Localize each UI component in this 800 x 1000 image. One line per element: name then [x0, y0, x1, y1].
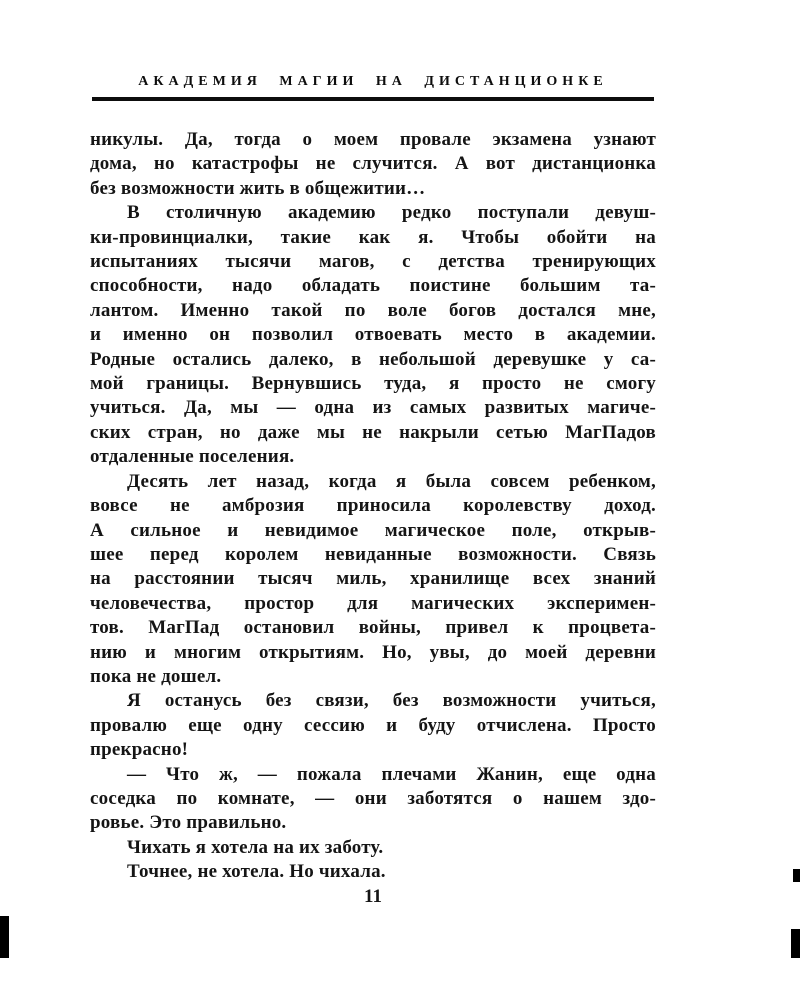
- header-rule: [92, 97, 654, 101]
- page-number: 11: [364, 886, 382, 907]
- text-line: ских стран, но даже мы не накрыли сетью МагПадов: [90, 421, 656, 443]
- text-line: лантом. Именно такой по воле богов достался мне,: [90, 299, 656, 321]
- text-line: дома, но катастрофы не случится. А вот дистанционка: [90, 153, 656, 175]
- text-line: — Что ж, — пожала плечами Жанин, еще одна: [127, 763, 656, 785]
- paragraph: [90, 836, 656, 860]
- text-line: тов. МагПад остановил войны, привел к процвета-: [90, 617, 656, 639]
- text-line: способности, надо обладать поистине большим та-: [90, 275, 656, 297]
- page-body: [90, 128, 656, 885]
- text-line: Родные остались далеко, в небольшой деревушке у са-: [90, 348, 656, 370]
- paragraph: [90, 128, 656, 201]
- scan-artifact-left-bar: [0, 916, 9, 958]
- text-line: отдаленные поселения.: [90, 446, 295, 468]
- text-line: и именно он позволил отвоевать место в академии.: [90, 324, 656, 346]
- text-line: соседка по комнате, — они заботятся о нашем здо-: [90, 787, 656, 809]
- paragraph: [90, 860, 656, 884]
- scan-artifact-right-mark: [793, 869, 800, 882]
- text-line: ровье. Это правильно.: [90, 812, 287, 834]
- text-line: испытаниях тысячи магов, с детства тренирующих: [90, 251, 656, 273]
- text-line: Я останусь без связи, без возможности учиться,: [127, 690, 656, 712]
- text-line: Чихать я хотела на их заботу.: [127, 836, 384, 858]
- text-line: А сильное и невидимое магическое поле, открыв-: [90, 519, 656, 541]
- text-line: провалю еще одну сессию и буду отчислена. Просто: [90, 714, 656, 736]
- text-line: В столичную академию редко поступали девуш-: [127, 202, 656, 224]
- text-line: шее перед королем невиданные возможности. Связь: [90, 543, 656, 565]
- text-line: никулы. Да, тогда о моем провале экзамена узнают: [90, 129, 656, 150]
- text-line: учиться. Да, мы — одна из самых развитых магиче-: [90, 397, 656, 419]
- text-line: Десять лет назад, когда я была совсем ребенком,: [127, 470, 656, 492]
- running-head-title: АКАДЕМИЯ МАГИИ НА ДИСТАНЦИОНКЕ: [138, 74, 608, 89]
- text-line: нию и многим открытиям. Но, увы, до моей деревни: [90, 641, 656, 663]
- paragraph: [90, 763, 656, 836]
- text-line: пока не дошел.: [90, 665, 222, 687]
- text-line: без возможности жить в общежитии…: [90, 177, 426, 199]
- text-line: Точнее, не хотела. Но чихала.: [127, 861, 386, 883]
- text-line: вовсе не амброзия приносила королевству доход.: [90, 495, 656, 517]
- text-line: человечества, простор для магических эксперимен-: [90, 592, 656, 614]
- paragraph: [90, 201, 656, 469]
- text-line: на расстоянии тысяч миль, хранилище всех знаний: [90, 568, 656, 590]
- text-line: мой границы. Вернувшись туда, я просто не смогу: [90, 373, 656, 395]
- scan-artifact-right-bar: [791, 929, 800, 958]
- text-line: ки-провинциалки, такие как я. Чтобы обойти на: [90, 226, 656, 248]
- paragraph: [90, 470, 656, 690]
- paragraph: [90, 689, 656, 762]
- text-line: прекрасно!: [90, 739, 189, 761]
